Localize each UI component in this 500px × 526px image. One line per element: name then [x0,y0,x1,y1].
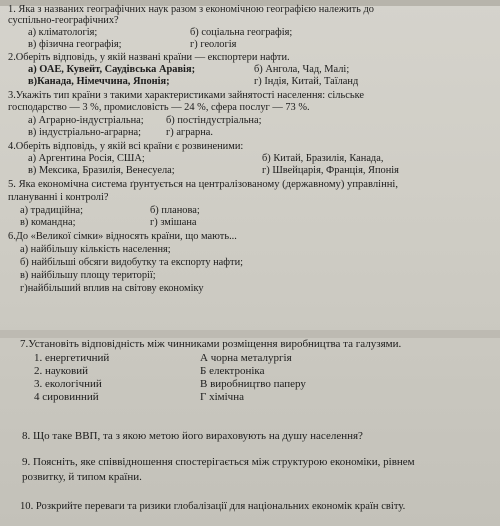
q4-option-a: а) Аргентина Росія, США; [28,153,145,164]
q9-text: 9. Поясніть, яке співвідношення спостерігається між структурою економіки, рівнем [22,456,415,468]
q5-option-d: г) змішана [150,217,197,228]
q4-option-c: в) Мексика, Бразилія, Венесуела; [28,165,175,176]
q7-right-a: А чорна металургія [200,352,292,364]
q10-text: 10. Розкрийте переваги та ризики глобалізації для національних економік країн світу. [20,501,406,512]
q1-option-a: а) кліматологія; [28,27,98,38]
q4-text: 4.Оберіть відповідь, у якій всі країни є розвиненими: [8,141,244,152]
q2-option-c: в)Канада, Німеччина, Японія; [28,76,170,87]
q2-option-a: а) ОАЕ, Кувейт, Саудівська Аравія; [28,64,196,75]
q1-text-cont: суспільно-географічних? [8,15,119,26]
q4-option-b: б) Китай, Бразилія, Канада, [262,153,384,164]
q7-right-b: Б електроніка [200,365,265,377]
q7-left-2: 2. науковий [34,365,88,377]
q9-text-cont: розвитку, й типом країни. [22,471,142,483]
q3-text-cont: господарство — 3 %, промисловість — 24 %, сфера послуг — 73 %. [8,102,310,113]
q2-option-d: г) Індія, Китай, Таїланд [254,76,359,87]
q6-option-c: в) найбільшу площу території; [20,270,156,281]
q6-option-d: г)найбільший вплив на світову економіку [20,283,204,294]
q3-option-b: б) постіндустріальна; [166,115,262,126]
q3-text: 3.Укажіть тип країни з такими характеристиками зайнятості населення: сільське [8,90,364,101]
q5-option-a: а) традиційна; [20,205,84,216]
q6-text: 6.До «Великої сімки» відносять країни, що мають... [8,231,237,242]
paper-gap [0,330,500,338]
q6-option-b: б) найбільші обсяги видобутку та експорту нафти; [20,257,244,268]
q3-option-a: а) Аграрно-індустріальна; [28,115,144,126]
q7-left-3: 3. екологічний [34,378,102,390]
q5-text: 5. Яка економічна система ґрунтується на централізованому (державному) управлінні, [8,179,399,190]
q7-text: 7.Установіть відповідність між чинниками розміщення виробництва та галузями. [20,338,402,350]
q1-option-b: б) соціальна географія; [190,27,293,38]
q5-text-cont: плануванні і контролі? [8,192,109,203]
q5-option-b: б) планова; [150,205,200,216]
q7-right-c: В виробництво паперу [200,378,306,390]
q5-option-c: в) командна; [20,217,76,228]
q3-option-c: в) індустріально-аграрна; [28,127,142,138]
q3-option-d: г) аграрна. [166,127,213,138]
q1-option-d: г) геологія [190,39,237,50]
q7-right-d: Г хімічна [200,391,244,403]
q1-text: 1. Яка з названих географічних наук разом з економічною географією належить до [8,4,374,15]
q2-text: 2.Оберіть відповідь, у якій названі країни — експортери нафти. [8,52,290,63]
q4-option-d: г) Швейцарія, Франція, Японія [262,165,399,176]
q2-option-b: б) Ангола, Чад, Малі; [254,64,350,75]
q8-text: 8. Що таке ВВП, та з якою метою його вираховують на душу населення? [22,430,363,442]
q6-option-a: а) найбільшу кількість населення; [20,244,171,255]
q7-left-1: 1. енергетичний [34,352,110,364]
q7-left-4: 4 сировинний [34,391,99,403]
q1-option-c: в) фізична географія; [28,39,122,50]
